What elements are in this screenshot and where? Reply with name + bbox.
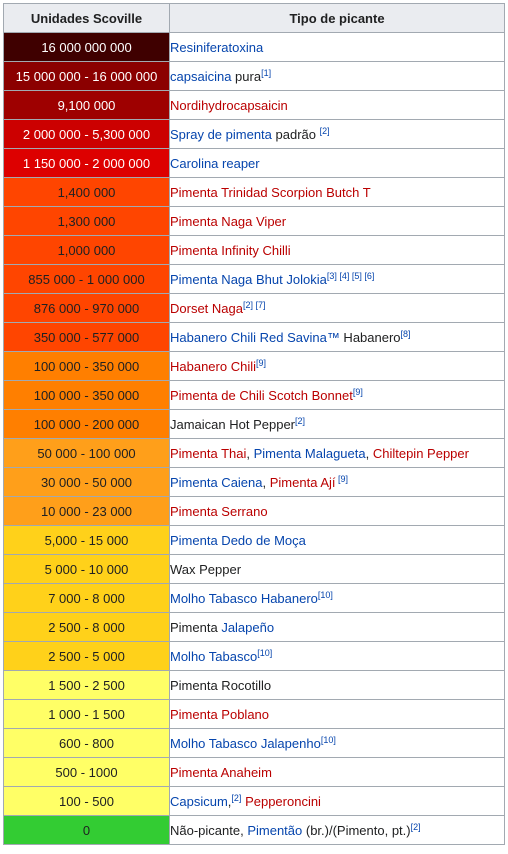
pepper-link[interactable]: Jalapeño <box>221 619 275 635</box>
table-row <box>4 700 505 729</box>
scoville-value: 500 - 1000 <box>4 758 170 787</box>
pepper-link[interactable]: Pimentão <box>247 822 303 838</box>
table-row <box>4 91 505 120</box>
pepper-type <box>170 265 505 294</box>
pepper-type <box>170 207 505 236</box>
pepper-link[interactable]: Pimenta Serrano <box>170 503 268 519</box>
reference-note-link[interactable]: [10] <box>320 734 336 745</box>
pepper-text: Pimenta <box>170 619 222 635</box>
table-row <box>4 787 505 816</box>
pepper-link[interactable]: Pimenta Infinity Chilli <box>170 242 291 258</box>
table-row <box>4 62 505 91</box>
pepper-type <box>170 758 505 787</box>
pepper-type <box>170 642 505 671</box>
pepper-link[interactable]: Pimenta Dedo de Moça <box>170 532 306 548</box>
scoville-value: 1,300 000 <box>4 207 170 236</box>
pepper-text: Não-picante, <box>170 822 248 838</box>
scoville-value: 16 000 000 000 <box>4 33 170 62</box>
pepper-type <box>170 33 505 62</box>
reference-note-link[interactable]: [10] <box>257 647 273 658</box>
pepper-type <box>170 526 505 555</box>
scoville-value: 30 000 - 50 000 <box>4 468 170 497</box>
table-row <box>4 613 505 642</box>
pepper-type <box>170 381 505 410</box>
table-row <box>4 33 505 62</box>
table-row <box>4 816 505 845</box>
pepper-type <box>170 323 505 352</box>
scoville-value: 50 000 - 100 000 <box>4 439 170 468</box>
scoville-value: 876 000 - 970 000 <box>4 294 170 323</box>
scoville-value: 100 000 - 350 000 <box>4 381 170 410</box>
scoville-value: 0 <box>4 816 170 845</box>
table-row <box>4 468 505 497</box>
reference-note-link[interactable]: [9] <box>256 357 267 368</box>
pepper-type <box>170 816 505 845</box>
pepper-type <box>170 149 505 178</box>
pepper-text: , <box>227 793 232 809</box>
pepper-link[interactable]: Pimenta Anaheim <box>170 764 272 780</box>
pepper-link[interactable]: Nordihydrocapsaicin <box>170 97 288 113</box>
reference-note-link[interactable]: [2] <box>295 415 306 426</box>
scoville-value: 1 000 - 1 500 <box>4 700 170 729</box>
pepper-link[interactable]: Molho Tabasco Habanero <box>170 590 318 606</box>
reference-note-link[interactable]: [9] <box>335 473 349 484</box>
table-row <box>4 497 505 526</box>
pepper-text: (br.)/(Pimento, pt.) <box>302 822 411 838</box>
scoville-value: 10 000 - 23 000 <box>4 497 170 526</box>
scoville-table <box>3 3 505 845</box>
pepper-link[interactable]: Chiltepin Pepper <box>372 445 469 461</box>
pepper-text: , <box>246 445 254 461</box>
scoville-value: 5 000 - 10 000 <box>4 555 170 584</box>
scoville-value: 100 000 - 350 000 <box>4 352 170 381</box>
pepper-text: Habanero <box>339 329 401 345</box>
pepper-link[interactable]: Molho Tabasco Jalapenho <box>170 735 321 751</box>
pepper-type <box>170 236 505 265</box>
scoville-value: 2 000 000 - 5,300 000 <box>4 120 170 149</box>
pepper-type <box>170 613 505 642</box>
header-pepper-type: Tipo de picante <box>170 4 505 33</box>
scoville-value: 1 500 - 2 500 <box>4 671 170 700</box>
table-row <box>4 584 505 613</box>
pepper-link[interactable]: Pimenta Malagueta <box>253 445 366 461</box>
reference-note-link[interactable]: [2] <box>410 821 421 832</box>
scoville-value: 1 150 000 - 2 000 000 <box>4 149 170 178</box>
pepper-type <box>170 584 505 613</box>
pepper-type <box>170 178 505 207</box>
table-row <box>4 265 505 294</box>
pepper-type <box>170 410 505 439</box>
scoville-value: 5,000 - 15 000 <box>4 526 170 555</box>
scoville-value: 1,400 000 <box>4 178 170 207</box>
table-row <box>4 729 505 758</box>
pepper-type <box>170 294 505 323</box>
reference-note-link[interactable]: [2] [7] <box>242 299 266 310</box>
header-row <box>4 4 505 33</box>
pepper-type <box>170 120 505 149</box>
scoville-value: 600 - 800 <box>4 729 170 758</box>
pepper-link[interactable]: Pepperoncini <box>245 793 321 809</box>
scoville-value: 1,000 000 <box>4 236 170 265</box>
pepper-type <box>170 671 505 700</box>
table-row <box>4 439 505 468</box>
pepper-text: , <box>365 445 373 461</box>
reference-note-link[interactable]: [2] <box>231 792 242 803</box>
pepper-link[interactable]: Resiniferatoxina <box>170 39 264 55</box>
table-row <box>4 236 505 265</box>
table-row <box>4 381 505 410</box>
reference-note-link[interactable]: [2] <box>319 125 330 136</box>
pepper-link[interactable]: Spray de pimenta <box>170 126 272 142</box>
scoville-value: 2 500 - 5 000 <box>4 642 170 671</box>
table-row <box>4 555 505 584</box>
pepper-link[interactable]: Pimenta Trinidad Scorpion Butch T <box>170 184 371 200</box>
scoville-value: 100 000 - 200 000 <box>4 410 170 439</box>
pepper-type <box>170 352 505 381</box>
pepper-link[interactable]: Pimenta Caiena <box>170 474 263 490</box>
pepper-type <box>170 468 505 497</box>
scoville-value: 15 000 000 - 16 000 000 <box>4 62 170 91</box>
reference-note-link[interactable]: [3] [4] [5] [6] <box>326 270 375 281</box>
scoville-value: 2 500 - 8 000 <box>4 613 170 642</box>
pepper-type <box>170 555 505 584</box>
pepper-link[interactable]: Pimenta Thai <box>170 445 247 461</box>
scoville-value: 855 000 - 1 000 000 <box>4 265 170 294</box>
table-row <box>4 178 505 207</box>
reference-note-link[interactable]: [9] <box>352 386 363 397</box>
table-row <box>4 207 505 236</box>
table-row <box>4 352 505 381</box>
pepper-link[interactable]: Habanero Chili <box>170 358 256 374</box>
table-row <box>4 149 505 178</box>
pepper-text: Pimenta Rocotillo <box>170 677 272 693</box>
pepper-text: padrão <box>271 126 320 142</box>
pepper-type <box>170 787 505 816</box>
pepper-link[interactable]: Pimenta Naga Viper <box>170 213 287 229</box>
table-row <box>4 758 505 787</box>
scoville-value: 350 000 - 577 000 <box>4 323 170 352</box>
pepper-text: Wax Pepper <box>170 561 242 577</box>
pepper-text: Jamaican Hot Pepper <box>170 416 296 432</box>
pepper-text: , <box>262 474 270 490</box>
pepper-link[interactable]: Pimenta de Chili Scotch Bonnet <box>170 387 353 403</box>
pepper-link[interactable]: Molho Tabasco <box>170 648 258 664</box>
pepper-type <box>170 497 505 526</box>
pepper-link[interactable]: Pimenta Naga Bhut Jolokia <box>170 271 327 287</box>
pepper-link[interactable]: Capsicum <box>170 793 228 809</box>
pepper-link[interactable]: capsaicina <box>170 68 232 84</box>
pepper-type <box>170 439 505 468</box>
table-row <box>4 294 505 323</box>
table-body <box>4 33 505 845</box>
pepper-link[interactable]: Dorset Naga <box>170 300 243 316</box>
reference-note-link[interactable]: [1] <box>261 67 272 78</box>
header-scoville-units: Unidades Scoville <box>4 4 170 33</box>
table-row <box>4 671 505 700</box>
pepper-type <box>170 700 505 729</box>
pepper-type <box>170 91 505 120</box>
table-row <box>4 642 505 671</box>
pepper-text: pura <box>231 68 262 84</box>
scoville-value: 100 - 500 <box>4 787 170 816</box>
scoville-value: 9,100 000 <box>4 91 170 120</box>
pepper-link[interactable]: Pimenta Ají <box>269 474 336 490</box>
pepper-link[interactable]: Pimenta Poblano <box>170 706 270 722</box>
table-row <box>4 323 505 352</box>
table-row <box>4 410 505 439</box>
reference-note-link[interactable]: [10] <box>317 589 333 600</box>
reference-note-link[interactable]: [8] <box>400 328 411 339</box>
pepper-link[interactable]: Carolina reaper <box>170 155 260 171</box>
scoville-value: 7 000 - 8 000 <box>4 584 170 613</box>
pepper-type <box>170 62 505 91</box>
table-row <box>4 120 505 149</box>
pepper-type <box>170 729 505 758</box>
pepper-link[interactable]: Habanero Chili Red Savina™ <box>170 329 340 345</box>
table-row <box>4 526 505 555</box>
